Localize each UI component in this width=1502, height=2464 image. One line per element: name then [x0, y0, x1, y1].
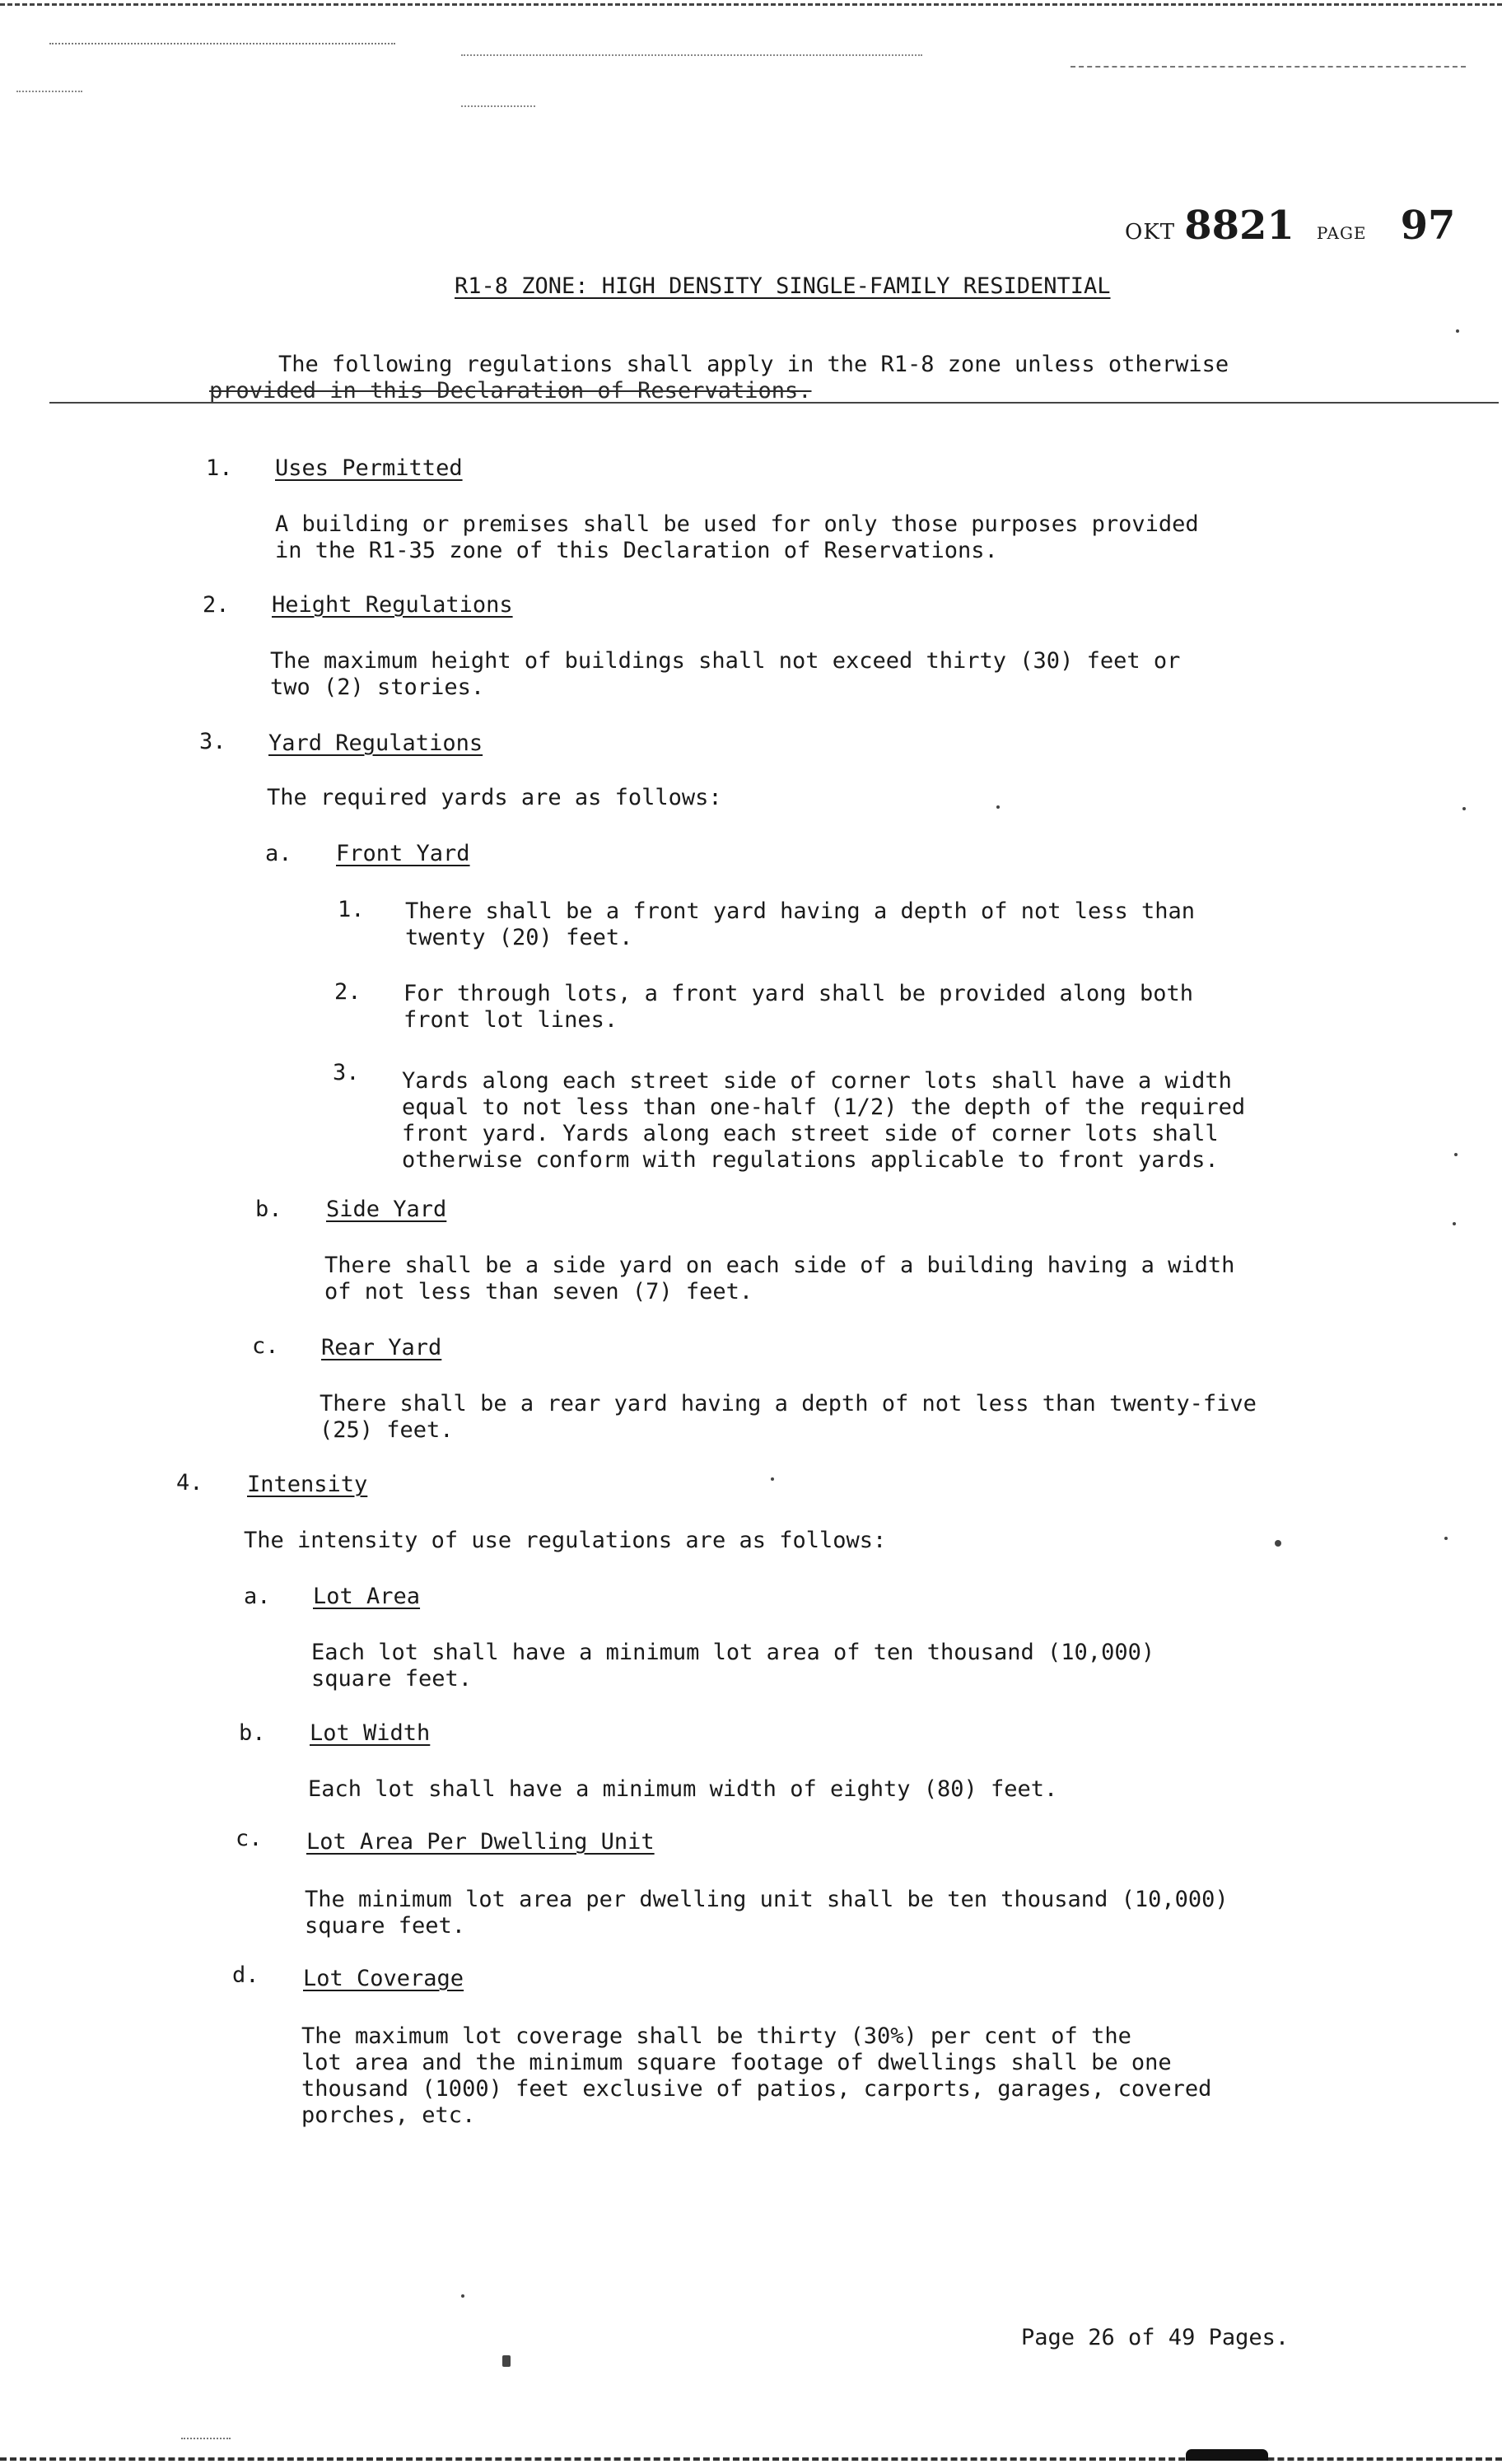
lot-area-per-unit-letter: c. [236, 1826, 263, 1851]
lot-coverage-heading: Lot Coverage [303, 1966, 464, 1991]
scan-speck-10 [1454, 1153, 1458, 1156]
front-yard-item-1-number: 1. [338, 897, 365, 922]
lot-area-heading: Lot Area [313, 1584, 421, 1609]
zone-title: R1-8 ZONE: HIGH DENSITY SINGLE-FAMILY RESIDENTIAL [455, 273, 1111, 299]
scan-speck-9 [996, 805, 1000, 809]
section-4-intro: The intensity of use regulations are as follows: [244, 1528, 887, 1553]
section-2-heading: Height Regulations [272, 592, 513, 618]
scan-speck-1 [1275, 1540, 1281, 1547]
scan-speck-6 [1453, 1222, 1456, 1225]
front-yard-item-3-number: 3. [333, 1060, 360, 1085]
side-yard-letter: b. [255, 1197, 282, 1222]
section-1-line-2: in the R1-35 zone of this Declaration of Reservations. [275, 538, 998, 563]
scan-edge-top [0, 3, 1502, 6]
page-count-footer: Page 26 of 49 Pages. [1021, 2325, 1290, 2350]
lot-width-heading: Lot Width [310, 1720, 431, 1746]
scan-speck-2 [461, 2294, 464, 2298]
lot-coverage-line-1: The maximum lot coverage shall be thirty (30%) per cent of the [301, 2023, 1131, 2049]
front-yard-letter: a. [265, 841, 292, 866]
book-page-reference [1125, 203, 1455, 249]
front-yard-item-1-line-1: There shall be a front yard having a depth of not less than [405, 898, 1196, 924]
scan-noise-top-3 [1071, 66, 1466, 68]
intro-line-2: provided in this Declaration of Reservations. [209, 378, 812, 404]
section-2-line-2: two (2) stories. [270, 674, 485, 700]
scan-speck-3 [502, 2355, 511, 2367]
rear-yard-line-2: (25) feet. [320, 1417, 454, 1443]
scan-speck-7 [1444, 1537, 1448, 1540]
section-3-heading: Yard Regulations [268, 730, 483, 756]
lot-area-per-unit-line-1: The minimum lot area per dwelling unit shall be ten thousand (10,000) [305, 1887, 1229, 1912]
scan-edge-bottom [0, 2457, 1502, 2461]
scan-noise-top-5 [461, 105, 535, 107]
book-number: 8821 [1184, 203, 1294, 249]
section-4-heading: Intensity [247, 1472, 368, 1497]
page-prefix: PAGE [1316, 223, 1367, 243]
front-yard-item-2-line-1: For through lots, a front yard shall be provided along both [403, 981, 1194, 1006]
section-2-number: 2. [203, 592, 230, 618]
book-prefix: OKT [1125, 220, 1176, 245]
front-yard-item-3-line-3: front yard. Yards along each street side of corner lots shall [402, 1121, 1219, 1146]
scan-noise-top-2 [461, 54, 922, 56]
scan-blot-bottom [1186, 2449, 1268, 2461]
side-yard-heading: Side Yard [326, 1197, 447, 1222]
lot-area-line-2: square feet. [311, 1666, 473, 1692]
lot-coverage-line-4: porches, etc. [301, 2102, 476, 2128]
section-4-number: 4. [176, 1470, 203, 1496]
lot-area-per-unit-heading: Lot Area Per Dwelling Unit [306, 1829, 655, 1855]
lot-coverage-line-3: thousand (1000) feet exclusive of patios, carports, garages, covered [301, 2076, 1212, 2102]
front-yard-item-2-number: 2. [334, 979, 362, 1005]
lot-coverage-line-2: lot area and the minimum square footage of dwellings shall be one [301, 2050, 1172, 2075]
section-3-intro: The required yards are as follows: [267, 785, 722, 810]
scan-streak-intro [49, 402, 1499, 404]
section-1-line-1: A building or premises shall be used for only those purposes provided [275, 511, 1199, 537]
intro-line-1: The following regulations shall apply in the R1-8 zone unless otherwise [278, 352, 1229, 377]
scan-speck-5 [1462, 807, 1466, 810]
rear-yard-heading: Rear Yard [321, 1335, 442, 1360]
lot-width-line-1: Each lot shall have a minimum width of eighty (80) feet. [308, 1776, 1058, 1802]
scan-speck-8 [771, 1477, 774, 1481]
front-yard-item-1-line-2: twenty (20) feet. [405, 925, 633, 950]
scan-noise-bottom-1 [181, 2438, 231, 2439]
scan-speck-4 [1456, 329, 1459, 333]
lot-area-per-unit-line-2: square feet. [305, 1913, 466, 1939]
section-1-heading: Uses Permitted [275, 455, 463, 481]
scan-noise-top-1 [49, 43, 395, 44]
lot-coverage-letter: d. [232, 1962, 259, 1988]
front-yard-item-3-line-2: equal to not less than one-half (1/2) the depth of the required [402, 1094, 1246, 1120]
rear-yard-line-1: There shall be a rear yard having a depth of not less than twenty-five [320, 1391, 1257, 1416]
page-number: 97 [1400, 203, 1456, 249]
lot-area-letter: a. [244, 1584, 271, 1609]
section-1-number: 1. [206, 455, 233, 481]
side-yard-line-1: There shall be a side yard on each side of a building having a width [324, 1253, 1235, 1278]
lot-width-letter: b. [239, 1720, 266, 1746]
section-2-line-1: The maximum height of buildings shall not exceed thirty (30) feet or [270, 648, 1181, 674]
front-yard-item-2-line-2: front lot lines. [403, 1007, 618, 1033]
lot-area-line-1: Each lot shall have a minimum lot area of ten thousand (10,000) [311, 1640, 1155, 1665]
section-3-number: 3. [199, 729, 226, 754]
side-yard-line-2: of not less than seven (7) feet. [324, 1279, 753, 1304]
front-yard-heading: Front Yard [336, 841, 470, 866]
front-yard-item-3-line-1: Yards along each street side of corner lots shall have a width [402, 1068, 1232, 1094]
front-yard-item-3-line-4: otherwise conform with regulations applicable to front yards. [402, 1147, 1219, 1173]
scan-noise-top-4 [16, 91, 82, 92]
rear-yard-letter: c. [252, 1333, 279, 1359]
